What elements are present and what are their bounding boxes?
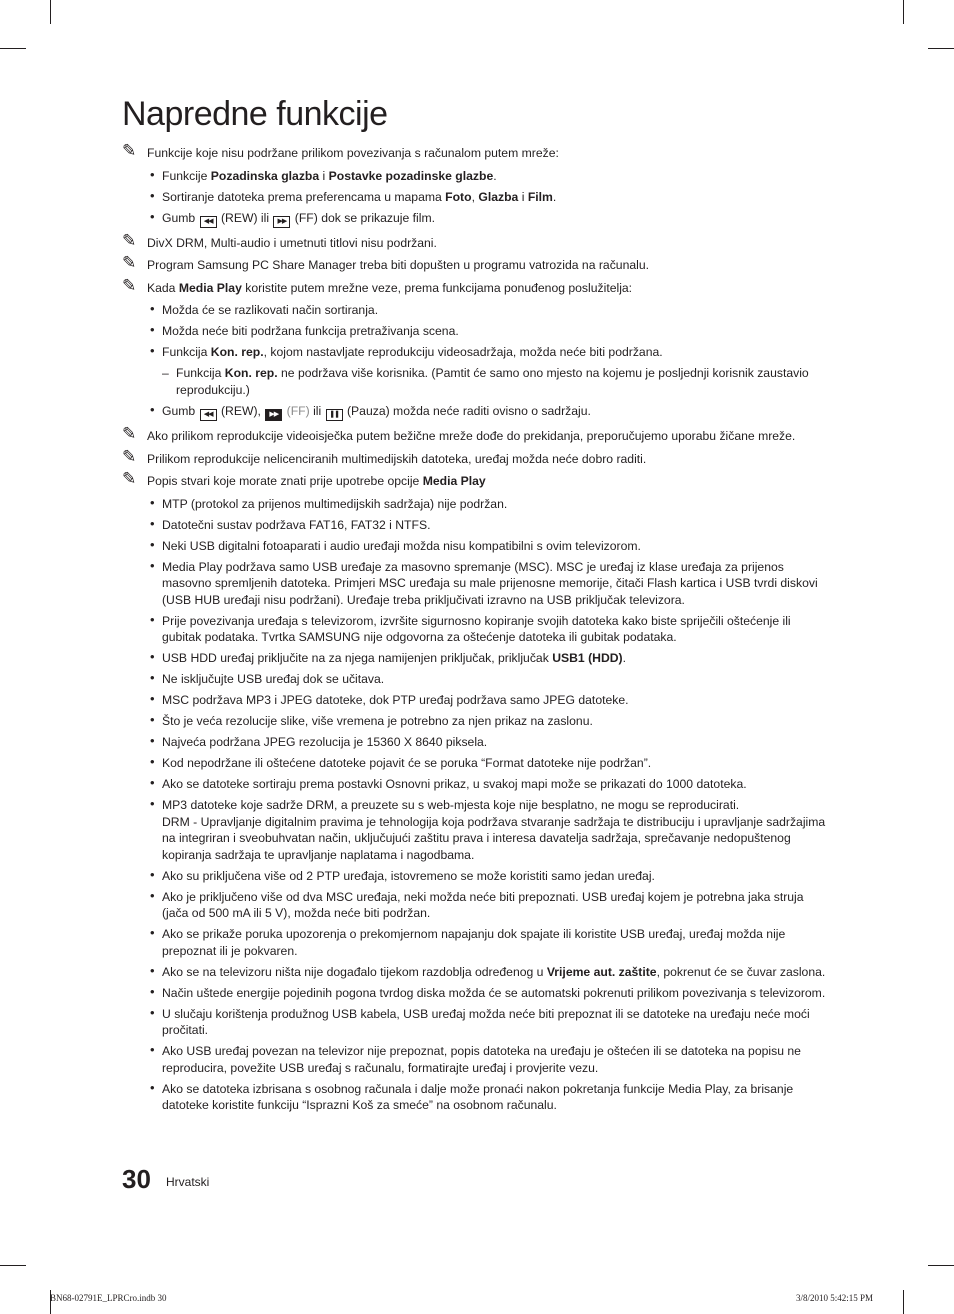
list-item: • Najveća podržana JPEG rezolucija je 15360 X 8640 piksela. bbox=[150, 733, 488, 749]
bullet-icon: • bbox=[150, 733, 155, 748]
list-item: • Gumb ◀◀ (REW), ▶▶ (FF) ili ❚❚ (Pauza) možda neće raditi ovisno o sadržaju. bbox=[122, 403, 832, 421]
bullet-icon: • bbox=[150, 925, 155, 940]
page-number: 30 bbox=[122, 1164, 151, 1194]
dash-icon: – bbox=[162, 366, 169, 380]
list-item: • U slučaju korištenja produžnog USB kabela, USB uređaj možda neće biti prepoznat ili se datoteke na uređaju neće moći pročitati. bbox=[150, 1004, 810, 1037]
bullet-icon: • bbox=[150, 712, 155, 727]
note-pen-icon: ✎ bbox=[122, 424, 137, 443]
list-item: • Ako USB uređaj povezan na televizor nije prepoznat, popis datoteka na uređaju je oštećen ili se datoteka na popisu ne reproducira, povežite USB uređaj s računalu, formatirajte uređaj i provjerite vezu. bbox=[150, 1042, 801, 1075]
crop-mark bbox=[928, 48, 954, 49]
rewind-icon: ◀◀ bbox=[200, 216, 217, 228]
note-unlicensed: ✎ Prilikom reprodukcije nelicenciranih multimedijskih datoteka, uređaj možda neće dobro raditi. bbox=[122, 446, 647, 466]
bullet-icon: • bbox=[150, 983, 155, 999]
list-item: • MSC podržava MP3 i JPEG datoteke, dok PTP uređaj podržava samo JPEG datoteke. bbox=[150, 691, 629, 707]
list-item: • Funkcije Pozadinska glazba i Postavke pozadinske glazbe. bbox=[150, 166, 497, 183]
crop-mark bbox=[903, 0, 904, 24]
note-pen-icon: ✎ bbox=[122, 446, 137, 466]
note-pen-icon: ✎ bbox=[122, 253, 137, 272]
sub-list-item: – Funkcija Kon. rep. ne podržava više korisnika. (Pamtit će samo ono mjesto na kojemu je posljednji korisnik zaustavio reprodukciju.) bbox=[162, 366, 809, 397]
note-divx: ✎ DivX DRM, Multi-audio i umetnuti titlovi nisu podržani. bbox=[122, 230, 437, 250]
list-item: • Što je veća rezolucije slike, više vremena je potrebno za njen prikaz na zaslonu. bbox=[150, 712, 593, 728]
bullet-icon: • bbox=[150, 796, 155, 811]
bullet-icon: • bbox=[150, 402, 155, 417]
crop-mark bbox=[0, 48, 26, 49]
bullet-icon: • bbox=[150, 962, 155, 978]
print-footer-file: BN68-02791E_LPRCro.indb 30 bbox=[50, 1293, 167, 1303]
list-item: • Neki USB digitalni fotoaparati i audio uređaji možda nisu kompatibilni s ovim televizorom. bbox=[150, 536, 641, 553]
note-media-play-list: ✎ Popis stvari koje morate znati prije upotrebe opcije Media Play bbox=[122, 469, 486, 488]
list-item: • Media Play podržava samo USB uređaje za masovno spremanje (MSC). MSC je uređaj iz klase uređaja za prijenos masovno spremljenih datoteka. Primjeri MSC uređaja su male prijenosne memorije, čitači Flash kartica i USB tvrdi diskovi (USB HUB uređaji nisu podržani). Uređaje treba priključivati izravno na USB priključak televizora. bbox=[150, 557, 818, 607]
crop-mark bbox=[928, 1265, 954, 1266]
note-pen-icon: ✎ bbox=[122, 230, 137, 250]
bullet-icon: • bbox=[150, 611, 155, 627]
bullet-icon: • bbox=[150, 1079, 155, 1095]
bullet-icon: • bbox=[150, 515, 155, 531]
note-network-unsupported: ✎ Funkcije koje nisu podržane prilikom povezivanja s računalom putem mreže: bbox=[122, 141, 559, 160]
bullet-icon: • bbox=[150, 494, 155, 510]
bullet-icon: • bbox=[150, 187, 155, 203]
list-item: • Ako su priključena više od 2 PTP uređaja, istovremeno se može koristiti samo jedan uređaj. bbox=[150, 866, 655, 883]
bullet-icon: • bbox=[150, 691, 155, 706]
bullet-icon: • bbox=[150, 887, 155, 903]
bullet-icon: • bbox=[150, 557, 155, 573]
bullet-icon: • bbox=[150, 649, 155, 664]
bullet-icon: • bbox=[150, 754, 155, 769]
note-pen-icon: ✎ bbox=[122, 469, 137, 488]
fast-forward-icon: ▶▶ bbox=[273, 216, 290, 228]
language-label: Hrvatski bbox=[166, 1175, 210, 1189]
list-item: • Ako se na televizoru ništa nije događalo tijekom razdoblja određenog u Vrijeme aut. zaštite, pokrenut će se čuvar zaslona. bbox=[150, 962, 826, 979]
list-item: • Ako se datoteke sortiraju prema postavki Osnovni prikaz, u svakoj mapi može se prikazati do 1000 datoteka. bbox=[150, 775, 747, 791]
list-item: • Funkcija Kon. rep., kojom nastavljate reprodukciju videosadržaja, možda neće biti podržana. bbox=[150, 343, 663, 359]
bullet-icon: • bbox=[150, 343, 155, 358]
fast-forward-icon: ▶▶ bbox=[265, 409, 282, 421]
crop-mark bbox=[50, 0, 51, 24]
note-pc-share-manager: ✎ Program Samsung PC Share Manager treba biti dopušten u programu vatrozida na računalu. bbox=[122, 253, 649, 272]
list-item: • Ne isključujte USB uređaj dok se učitava. bbox=[150, 670, 385, 686]
bullet-icon: • bbox=[150, 1004, 155, 1020]
list-item: • MP3 datoteke koje sadrže DRM, a preuzete su s web-mjesta koje nije besplatno, ne mogu se reproducirati. DRM - Upravljanje digitalnim pravima je tehnologija koja podržava stvaranje sadržaja te distribuciju i upravljanje sadržajima na integriran i sveobuhvatan način, uključujući zaštitu prava i interesa davatelja sadržaja, sprečavanje nedopuštenog kopiranja sadržaja te upravljanje naplatama i nagodbama. bbox=[150, 796, 826, 862]
rewind-icon: ◀◀ bbox=[200, 409, 217, 421]
list-item: • MTP (protokol za prijenos multimedijskih sadržaja) nije podržan. bbox=[150, 494, 508, 511]
page-title: Napredne funkcije bbox=[122, 95, 388, 133]
list-item: • Ako se prikaže poruka upozorenja o prekomjernom napajanju dok spajate ili koristite USB uređaj, uređaj možda nije prepoznat ili je pokvaren. bbox=[150, 925, 786, 958]
list-item: • Sortiranje datoteka prema preferencama u mapama Foto, Glazba i Film. bbox=[150, 187, 557, 204]
bullet-icon: • bbox=[150, 1042, 155, 1057]
page-content bbox=[122, 141, 832, 1118]
bullet-icon: • bbox=[150, 775, 155, 790]
list-item: • Kod nepodržane ili oštećene datoteke pojavit će se poruka “Format datoteke nije podržan”. bbox=[150, 754, 652, 770]
print-footer-date: 3/8/2010 5:42:15 PM bbox=[796, 1293, 874, 1303]
note-pen-icon: ✎ bbox=[122, 275, 137, 295]
list-item: • Način uštede energije pojedinih pogona tvrdog diska možda će se automatski pokrenuti prilikom povezivanja s televizorom. bbox=[150, 983, 826, 1000]
bullet-icon: • bbox=[150, 322, 155, 337]
bullet-icon: • bbox=[150, 208, 155, 224]
bullet-icon: • bbox=[150, 670, 155, 685]
crop-mark bbox=[903, 1290, 904, 1314]
list-item: • Prije povezivanja uređaja s televizorom, izvršite sigurnosno kopiranje svojih datoteka kako biste spriječili oštećenje ili gubitak podataka. Tvrtka SAMSUNG nije odgovorna za oštećenje datoteka ili gubitak podataka. bbox=[150, 611, 791, 644]
note-wireless: ✎ Ako prilikom reprodukcije videoisječka putem bežične mreže dođe do prekidanja, preporučujemo uporabu žičane mreže. bbox=[122, 424, 796, 443]
list-item: • Ako se datoteka izbrisana s osobnog računala i dalje može pronaći nakon pokretanja funkcije Media Play, za brisanje datoteke koristite funkciju “Isprazni Koš za smeće” na osobnom računalu. bbox=[150, 1079, 794, 1112]
list-item: • Datotečni sustav podržava FAT16, FAT32 i NTFS. bbox=[150, 515, 431, 532]
bullet-icon: • bbox=[150, 536, 155, 552]
list-item: • Možda neće biti podržana funkcija pretraživanja scena. bbox=[150, 322, 459, 338]
list-item: • Ako je priključeno više od dva MSC uređaja, neki možda neće biti prepoznati. USB uređaj kojem je potrebna jaka struja (jača od 500 mA ili 5 V), možda neće biti podržan. bbox=[150, 887, 804, 920]
note-pen-icon: ✎ bbox=[122, 141, 137, 160]
crop-mark bbox=[0, 1265, 26, 1266]
pause-icon: ❚❚ bbox=[326, 409, 343, 421]
list-item: • USB HDD uređaj priključite na za njega namijenjen priključak, priključak USB1 (HDD). bbox=[150, 649, 626, 665]
bullet-icon: • bbox=[150, 166, 155, 182]
bullet-icon: • bbox=[150, 301, 155, 316]
list-item: • Možda će se razlikovati način sortiranja. bbox=[150, 301, 379, 317]
bullet-icon: • bbox=[150, 866, 155, 882]
list-item: • Gumb ◀◀ (REW) ili ▶▶ (FF) dok se prikazuje film. bbox=[122, 210, 832, 228]
note-media-play-network: ✎ Kada Media Play koristite putem mrežne veze, prema funkcijama ponuđenog poslužitelja: bbox=[122, 275, 633, 295]
